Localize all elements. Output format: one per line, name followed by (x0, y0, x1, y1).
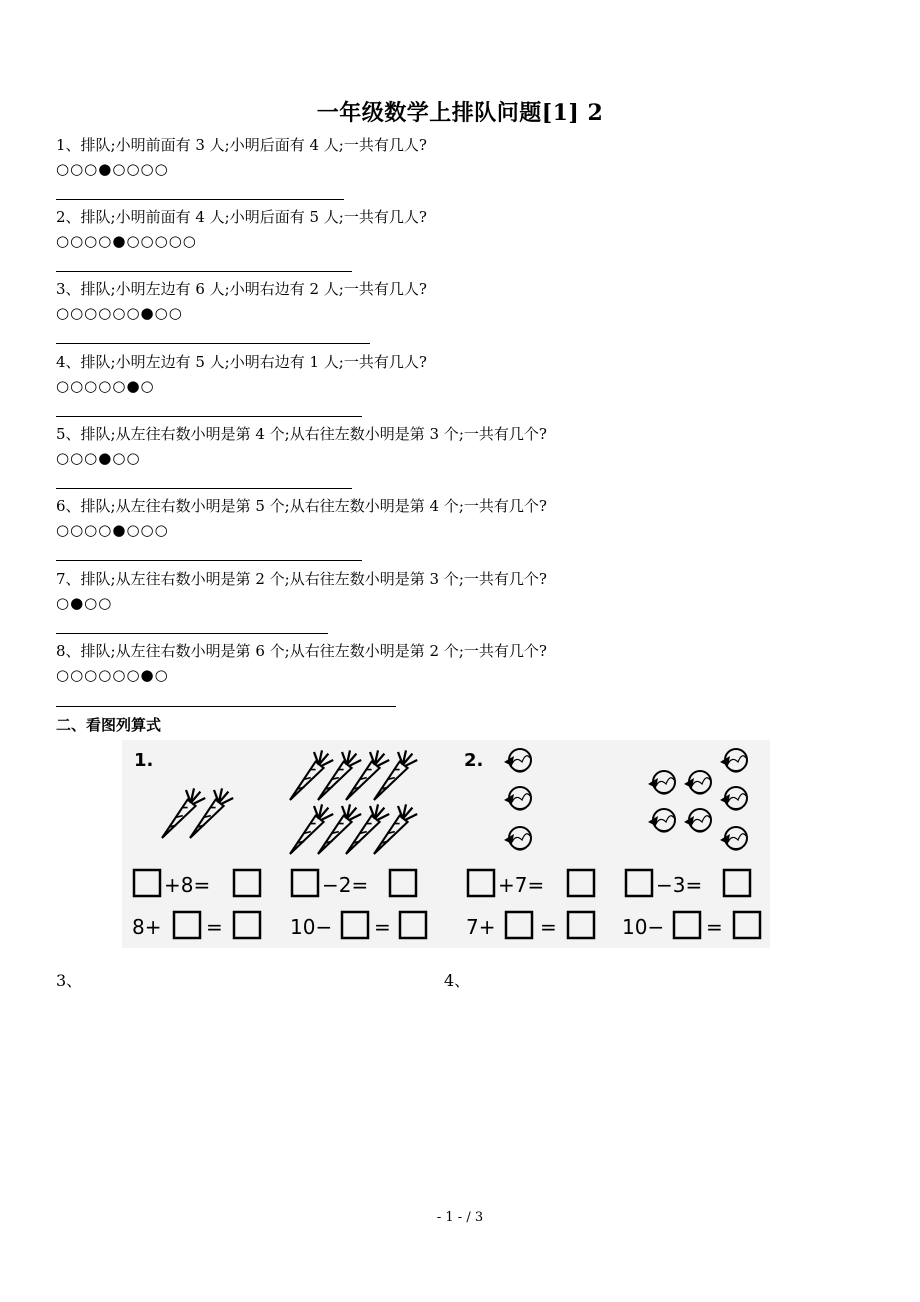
problem-1-label: 1. (134, 750, 154, 771)
answer-box (626, 870, 652, 896)
fruit-icon (720, 787, 747, 810)
answer-box (468, 870, 494, 896)
question-8: 8、排队;从左往右数小明是第 6 个;从右往左数小明是第 2 个;一共有几个? (56, 642, 547, 660)
equation-equals: = (374, 915, 391, 939)
question-6: 6、排队;从左往右数小明是第 5 个;从右往左数小明是第 4 个;一共有几个? (56, 497, 547, 515)
carrot-group-small (162, 788, 233, 838)
equation-operator: +7= (498, 873, 545, 897)
queue-diagram-6: ○○○○●○○○ (56, 521, 169, 539)
answer-box (234, 912, 260, 938)
answer-box (400, 912, 426, 938)
fruit-group-large (648, 749, 747, 850)
question-1: 1、排队;小明前面有 3 人;小明后面有 4 人;一共有几人? (56, 136, 427, 154)
fruit-icon (720, 749, 747, 772)
answer-line-8[interactable] (56, 706, 396, 707)
page-number: - 1 - / 3 (436, 1210, 484, 1225)
answer-line-4[interactable] (56, 416, 362, 417)
queue-diagram-1: ○○○●○○○○ (56, 160, 169, 178)
answer-box (390, 870, 416, 896)
equation-equals: = (706, 915, 723, 939)
question-7: 7、排队;从左往右数小明是第 2 个;从右往左数小明是第 3 个;一共有几个? (56, 570, 547, 588)
carrot-group-large (290, 750, 417, 854)
answer-box (234, 870, 260, 896)
page-title: 一年级数学上排队问题[1] 2 (316, 100, 604, 126)
answer-box (568, 870, 594, 896)
answer-line-7[interactable] (56, 633, 328, 634)
answer-line-5[interactable] (56, 488, 352, 489)
problem-4-label: 4、 (444, 971, 471, 990)
question-2: 2、排队;小明前面有 4 人;小明后面有 5 人;一共有几人? (56, 208, 427, 226)
fruit-icon (684, 771, 711, 794)
answer-line-3[interactable] (56, 343, 370, 344)
equation-operator: +8= (164, 873, 211, 897)
question-5: 5、排队;从左往右数小明是第 4 个;从右往左数小明是第 3 个;一共有几个? (56, 425, 547, 443)
equation-operand: 7+ (466, 915, 496, 939)
queue-diagram-2: ○○○○●○○○○○ (56, 232, 197, 250)
answer-box (568, 912, 594, 938)
queue-diagram-8: ○○○○○○●○ (56, 666, 169, 684)
answer-box (292, 870, 318, 896)
queue-diagram-4: ○○○○○●○ (56, 377, 155, 395)
queue-diagram-7: ○●○○ (56, 594, 113, 612)
problem-3-label: 3、 (56, 971, 83, 990)
queue-diagram-5: ○○○●○○ (56, 449, 141, 467)
queue-diagram-3: ○○○○○○●○○ (56, 304, 183, 322)
fruit-icon (648, 771, 675, 794)
answer-box (134, 870, 160, 896)
equation-equals: = (540, 915, 557, 939)
answer-box (734, 912, 760, 938)
section-heading: 二、看图列算式 (56, 716, 162, 734)
equation-operator: −3= (656, 873, 703, 897)
fruit-icon (504, 827, 531, 850)
fruit-icon (504, 749, 531, 772)
problem-2-label: 2. (464, 750, 484, 771)
fruit-icon (648, 809, 675, 832)
answer-box (342, 912, 368, 938)
answer-line-2[interactable] (56, 271, 352, 272)
fruit-icon (684, 809, 711, 832)
answer-box (174, 912, 200, 938)
picture-equation-figure (122, 740, 770, 948)
fruit-icon (504, 787, 531, 810)
answer-box (724, 870, 750, 896)
fruit-icon (720, 827, 747, 850)
question-3: 3、排队;小明左边有 6 人;小明右边有 2 人;一共有几人? (56, 280, 427, 298)
equation-equals: = (206, 915, 223, 939)
equation-operand: 10− (622, 915, 665, 939)
answer-box (674, 912, 700, 938)
answer-line-6[interactable] (56, 560, 362, 561)
equation-operand: 8+ (132, 915, 162, 939)
figure-drawing (122, 740, 770, 948)
fruit-group-small (504, 749, 531, 850)
answer-box (506, 912, 532, 938)
equation-operator: −2= (322, 873, 369, 897)
answer-line-1[interactable] (56, 199, 344, 200)
equation-operand: 10− (290, 915, 333, 939)
question-4: 4、排队;小明左边有 5 人;小明右边有 1 人;一共有几人? (56, 353, 427, 371)
